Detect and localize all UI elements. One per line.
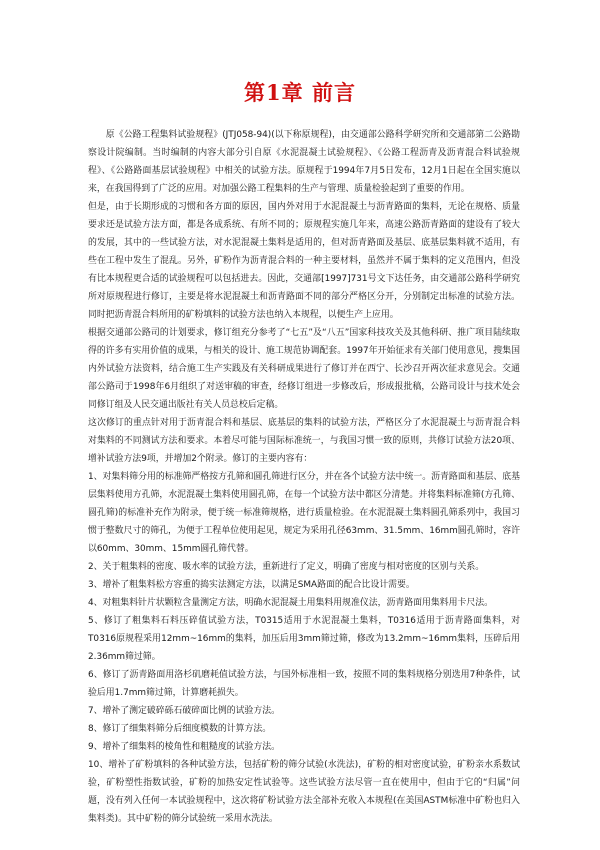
- list-item-6: 6、修订了沥青路面用洛杉矶磨耗值试验方法，与国外标准相一致，按照不同的集料规格分别选用7种条件，试验后用1.7mm筛过筛，计算磨耗损失。: [88, 670, 520, 698]
- list-item-10: 10、增补了矿粉填料的各种试验方法，包括矿粉的筛分试验(水洗法)，矿粉的相对密度试验，矿粉亲水系数试验，矿粉塑性指数试验，矿粉的加热安定性试验等。这些试验方法尽管一直在使用中，但由于它的“归属”问题，没有列入任何一本试验规程中，这次将矿粉试验方法全部补充收入本规程(在美国ASTM标准中矿粉也归入集料类)。其中矿粉的筛分试验统一采用水洗法。: [88, 760, 520, 824]
- list-item-3: 3、增补了粗集料松方容重的捣实法测定方法，以满足SMA路面的配合比设计需要。: [88, 580, 415, 590]
- list-item-4: 4、对粗集料针片状颗粒含量测定方法，明确水泥混凝土用集料用规准仪法，沥青路面用集料用卡尺法。: [88, 598, 494, 608]
- chapter-title: 第1章 前言: [244, 80, 356, 105]
- list-item-7: 7、增补了测定破碎砾石破碎面比例的试验方法。: [88, 706, 281, 716]
- paragraph-revision-scope: 这次修订的重点针对用于沥青混合料和基层、底基层的集料的试验方法，严格区分了水泥混凝土与沥青混合料对集料的不同测试方法和要求。本着尽可能与国际标准统一，与我国习惯一致的原则，共修订试验方法20项、增补试验方法9项，并增加2个附录。修订的主要内容有：: [88, 418, 520, 464]
- paragraph-background: 但是，由于长期形成的习惯和各方面的原因，国内外对用于水泥混凝土与沥青路面的集料，无论在规格、质量要求还是试验方法方面，都是各成系统、有所不同的；原规程实施几年来，高速公路沥青路面的建设有了较大的发展，其中的一些试验方法，对水泥混凝土集料是适用的，但对沥青路面及基层、底基层集料就不适用，有些在工程中发生了混乱。另外，矿粉作为沥青混合料的一种主要材料，虽然并不属于集料的定义范围内，但没有比本规程更合适的试验规程可以包括进去。因此，交通部[1997]731号文下达任务，由交通部公路科学研究所对原规程进行修订，主要是将水泥混凝土和沥青路面不同的部分严格区分开，分别制定出标准的试验方法。同时把沥青混合料所用的矿粉填料的试验方法也纳入本规程，以便生产上应用。: [88, 202, 520, 320]
- list-item-8: 8、修订了细集料筛分后细度模数的计算方法。: [88, 724, 272, 734]
- document-body: [88, 126, 520, 828]
- list-item-5: 5、修订了粗集料石料压碎值试验方法，T0315适用于水泥混凝土集料，T0316适用于沥青路面集料，对T0316原规程采用12mm~16mm的集料，加压后用3mm筛过筛，修改为13.2mm~16mm集料，压碎后用2.36mm筛过筛。: [88, 616, 520, 662]
- list-item-2: 2、关于粗集料的密度、吸水率的试验方法，重新进行了定义，明确了密度与相对密度的区别与关系。: [88, 562, 485, 572]
- paragraph-intro: 原《公路工程集料试验规程》(JTJ058-94)(以下称原规程)，由交通部公路科学研究所和交通部第二公路勘察设计院编制。当时编制的内容大部分引自原《水泥混凝土试验规程》、《公路工程沥青及沥青混合料试验规程》、《公路路面基层试验规程》中相关的试验方法。原规程于1994年7月5日发布，12月1日起在全国实施以来，在我国得到了广泛的应用。对加强公路工程集料的生产与管理、质量检验起到了重要的作用。: [88, 130, 520, 194]
- list-item-1: 1、对集料筛分用的标准筛严格按方孔筛和圆孔筛进行区分，并在各个试验方法中统一。沥青路面和基层、底基层集料使用方孔筛，水泥混凝土集料使用圆孔筛，在每一个试验方法中都区分清楚。并将集料标准筛(方孔筛、圆孔筛)的标准补充作为附录，便于统一标准筛规格，进行质量检验。在水泥混凝土集料圆孔筛系列中，我国习惯于整数尺寸的筛孔，为便于工程单位使用起见，规定为采用孔径63mm、31.5mm、16mm圆孔筛时，容许以60mm、30mm、15mm圆孔筛代替。: [88, 472, 520, 554]
- list-item-9: 9、增补了细集料的棱角性和粗糙度的试验方法。: [88, 742, 281, 752]
- paragraph-revision-process: 根据交通部公路司的计划要求，修订组充分参考了“七五”及“八五”国家科技攻关及其他科研、推广项目陆续取得的许多有实用价值的成果，与相关的设计、施工规范协调配套。1997年开始征求有关部门使用意见，搜集国内外试验方法资料，结合施工生产实践及有关科研成果进行了修订并在西宁、长沙召开两次征求意见会。交通部公路司于1998年6月组织了对送审稿的审查，经修订组进一步修改后，形成报批稿，公路司设计与技术处会同修订组及人民交通出版社有关人员总校后定稿。: [88, 328, 520, 410]
